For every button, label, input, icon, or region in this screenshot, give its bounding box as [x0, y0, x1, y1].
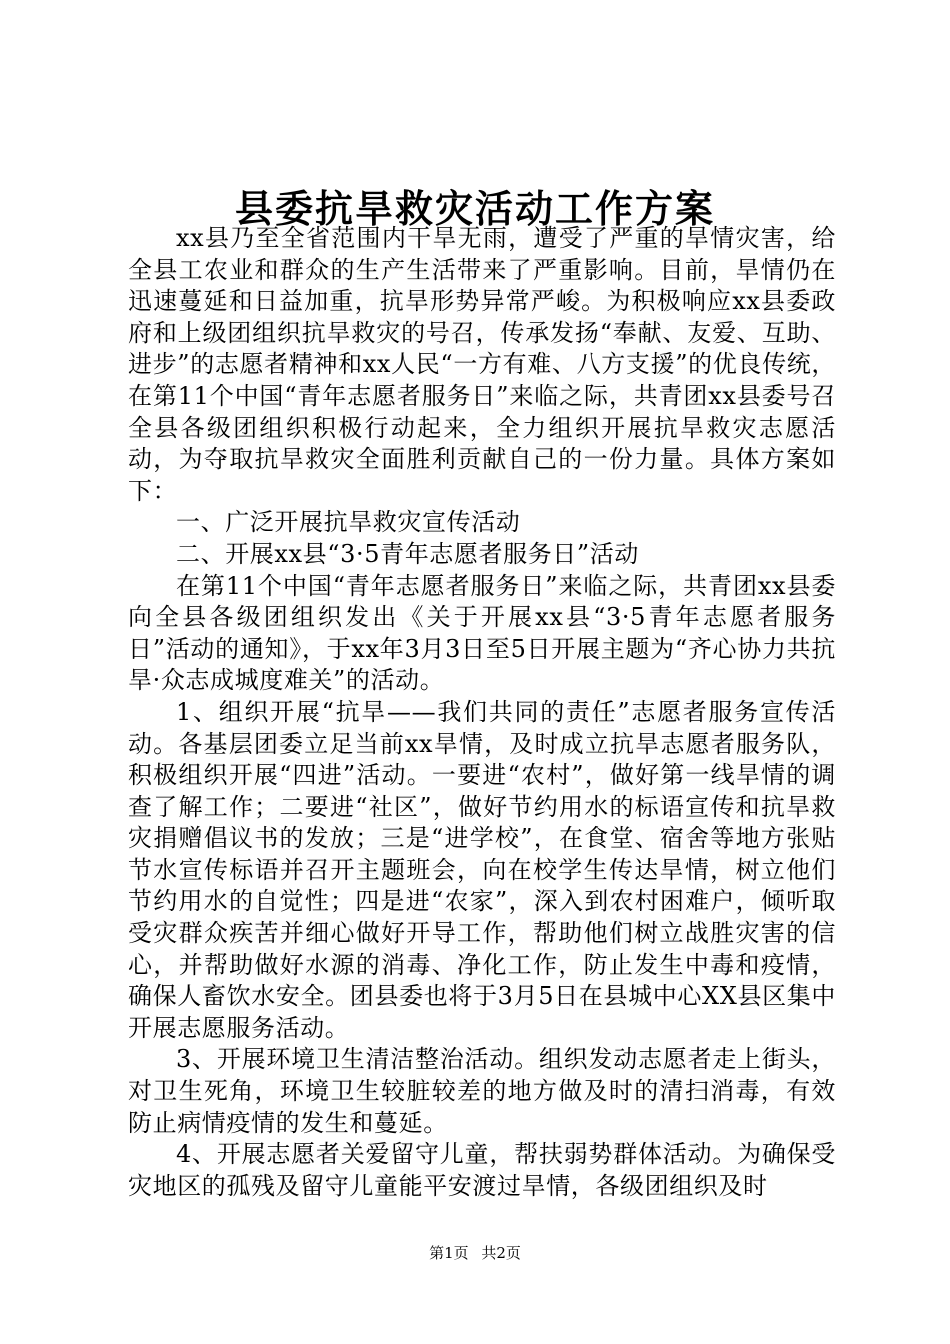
paragraph-notice: 在第11个中国“青年志愿者服务日”来临之际，共青团xx县委向全县各级团组织发出《关于开展xx县“3·5青年志愿者服务日”活动的通知》，于xx年3月3日至5日开展主题为“齐心协力共抗旱·众志成城度难关”的活动。	[128, 571, 836, 695]
page-footer	[0, 1243, 950, 1263]
section-heading-2: 二、开展xx县“3·5青年志愿者服务日”活动	[176, 539, 639, 568]
document-body	[128, 223, 836, 1202]
page-number: 第1页	[429, 1244, 469, 1262]
page-total: 共2页	[481, 1244, 521, 1262]
paragraph-item-1: 1、组织开展“抗旱——我们共同的责任”志愿者服务宣传活动。各基层团委立足当前xx旱情，及时成立抗旱志愿者服务队，积极组织开展“四进”活动。一要进“农村”，做好第一线旱情的调查了解工作；二要进“社区”，做好节约用水的标语宣传和抗旱救灾捐赠倡议书的发放；三是“进学校”，在食堂、宿舍等地方张贴节水宣传标语并召开主题班会，向在校学生传达旱情，树立他们节约用水的自觉性；四是进“农家”，深入到农村困难户，倾听取受灾群众疾苦并细心做好开导工作，帮助他们树立战胜灾害的信心，并帮助做好水源的消毒、净化工作，防止发生中毒和疫情，确保人畜饮水安全。团县委也将于3月5日在县城中心XX县区集中开展志愿服务活动。	[128, 697, 836, 1042]
paragraph-item-3: 3、开展环境卫生清洁整治活动。组织发动志愿者走上街头，对卫生死角，环境卫生较脏较差的地方做及时的清扫消毒，有效防止病情疫情的发生和蔓延。	[128, 1045, 836, 1137]
paragraph-item-4: 4、开展志愿者关爱留守儿童，帮扶弱势群体活动。为确保受灾地区的孤残及留守儿童能平安渡过旱情，各级团组织及时	[128, 1140, 836, 1200]
paragraph-intro: xx县乃至全省范围内干旱无雨，遭受了严重的旱情灾害，给全县工农业和群众的生产生活带来了严重影响。目前，旱情仍在迅速蔓延和日益加重，抗旱形势异常严峻。为积极响应xx县委政府和上级团组织抗旱救灾的号召，传承发扬“奉献、友爱、互助、进步”的志愿者精神和xx人民“一方有难、八方支援”的优良传统，在第11个中国“青年志愿者服务日”来临之际，共青团xx县委号召全县各级团组织积极行动起来，全力组织开展抗旱救灾志愿活动，为夺取抗旱救灾全面胜利贡献自己的一份力量。具体方案如下：	[128, 224, 836, 505]
document-title: 县委抗旱救灾活动工作方案	[234, 186, 715, 231]
section-heading-1: 一、广泛开展抗旱救灾宣传活动	[176, 508, 521, 537]
